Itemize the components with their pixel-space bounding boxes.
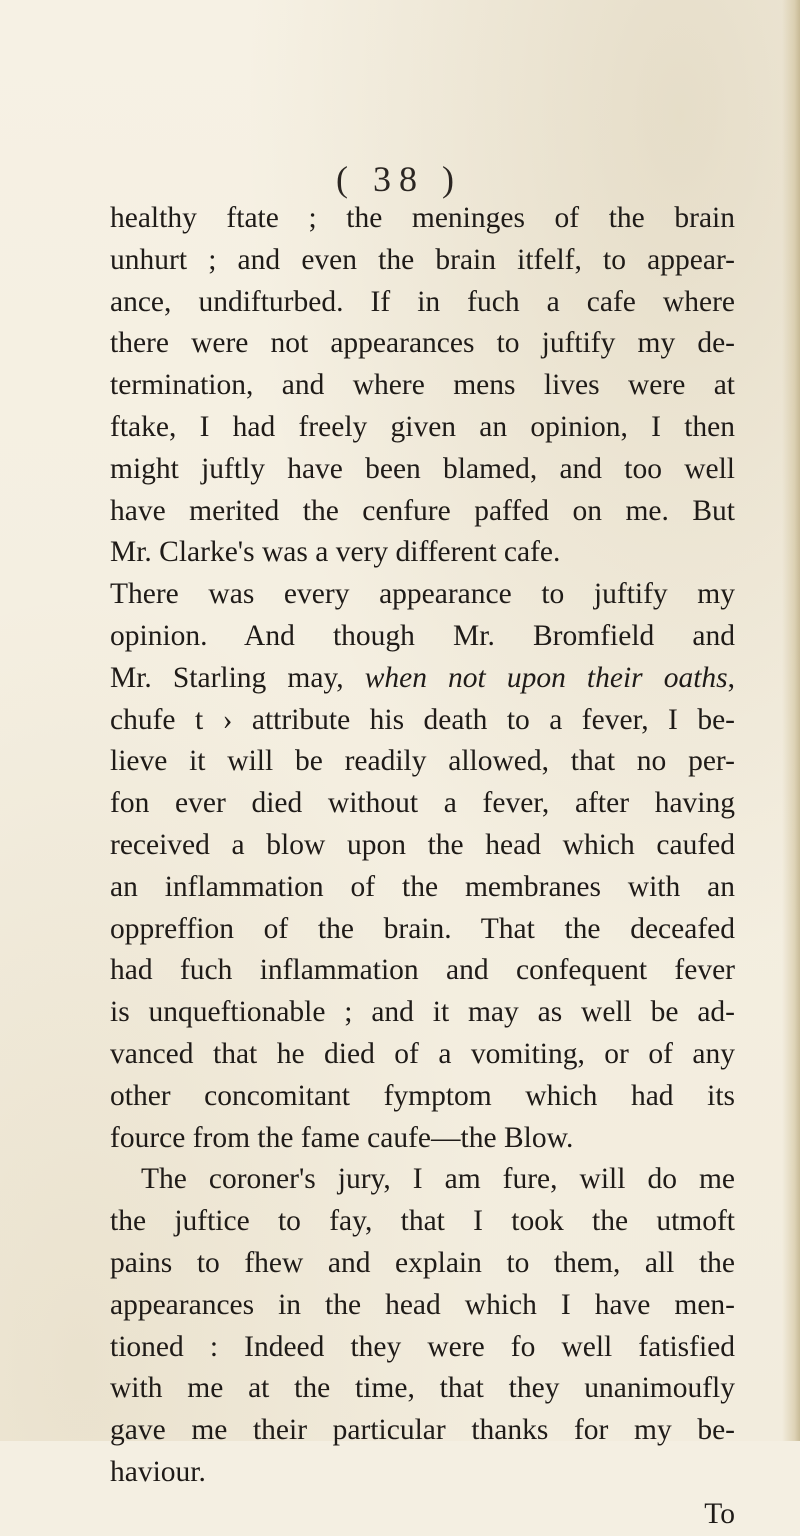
page-edge-shadow: [782, 0, 800, 1441]
text-line-17: an inflammation of the membranes with an: [110, 870, 735, 903]
text-line-31: haviour.: [110, 1455, 206, 1488]
text-line-24: The coroner's jury, I am fure, will do me: [141, 1163, 735, 1196]
text-line-23: fource from the fame caufe—the Blow.: [110, 1121, 574, 1154]
text-line-18: oppreffion of the brain. That the deceafed: [110, 912, 735, 945]
catchword: To: [704, 1497, 735, 1530]
text-line-3: ance, undifturbed. If in fuch a cafe where: [110, 285, 735, 318]
text-line-15: fon ever died without a fever, after having: [110, 787, 735, 820]
text-line-30: gave me their particular thanks for my be-: [110, 1414, 735, 1447]
text-line-16: received a blow upon the head which caufed: [110, 828, 735, 861]
text-line-28: tioned : Indeed they were fo well fatisfied: [110, 1330, 735, 1363]
text-line-11: opinion. And though Mr. Bromfield and: [110, 619, 735, 652]
text-line-19: had fuch inflammation and confequent fever: [110, 954, 735, 987]
text-line-12: [110, 658, 735, 700]
text-line-2: unhurt ; and even the brain itfelf, to appear-: [110, 243, 735, 276]
page-number: ( 38 ): [336, 159, 462, 199]
text-line-8: have merited the cenfure paffed on me. But: [110, 494, 735, 527]
text-line-27: appearances in the head which I have men-: [110, 1288, 735, 1321]
italic-phrase: when not upon their oaths: [364, 661, 728, 694]
text-line-13: chufe t › attribute his death to a fever, I be-: [110, 703, 735, 736]
text-line-12-end: ,: [727, 661, 735, 694]
text-line-6: ftake, I had freely given an opinion, I then: [110, 410, 735, 443]
text-line-26: pains to fhew and explain to them, all the: [110, 1246, 735, 1279]
text-line-25: the juftice to fay, that I took the utmoft: [110, 1205, 735, 1238]
body-text: [110, 198, 735, 1536]
text-line-22: other concomitant fymptom which had its: [110, 1079, 735, 1112]
text-line-9: Mr. Clarke's was a very different cafe.: [110, 536, 561, 569]
text-line-20: is unqueftionable ; and it may as well be ad-: [110, 996, 735, 1029]
text-line-12-start: Mr. Starling may,: [110, 661, 365, 694]
text-line-14: lieve it will be readily allowed, that no per-: [110, 745, 735, 778]
text-line-10: There was every appearance to juftify my: [110, 578, 735, 611]
text-line-1: healthy ftate ; the meninges of the brain: [110, 202, 735, 234]
text-line-5: termination, and where mens lives were at: [110, 369, 735, 402]
text-line-21: vanced that he died of a vomiting, or of any: [110, 1037, 735, 1070]
text-line-7: might juftly have been blamed, and too well: [110, 452, 735, 485]
text-line-4: there were not appearances to juftify my de-: [110, 327, 735, 360]
text-line-29: with me at the time, that they unanimoufly: [110, 1372, 735, 1405]
